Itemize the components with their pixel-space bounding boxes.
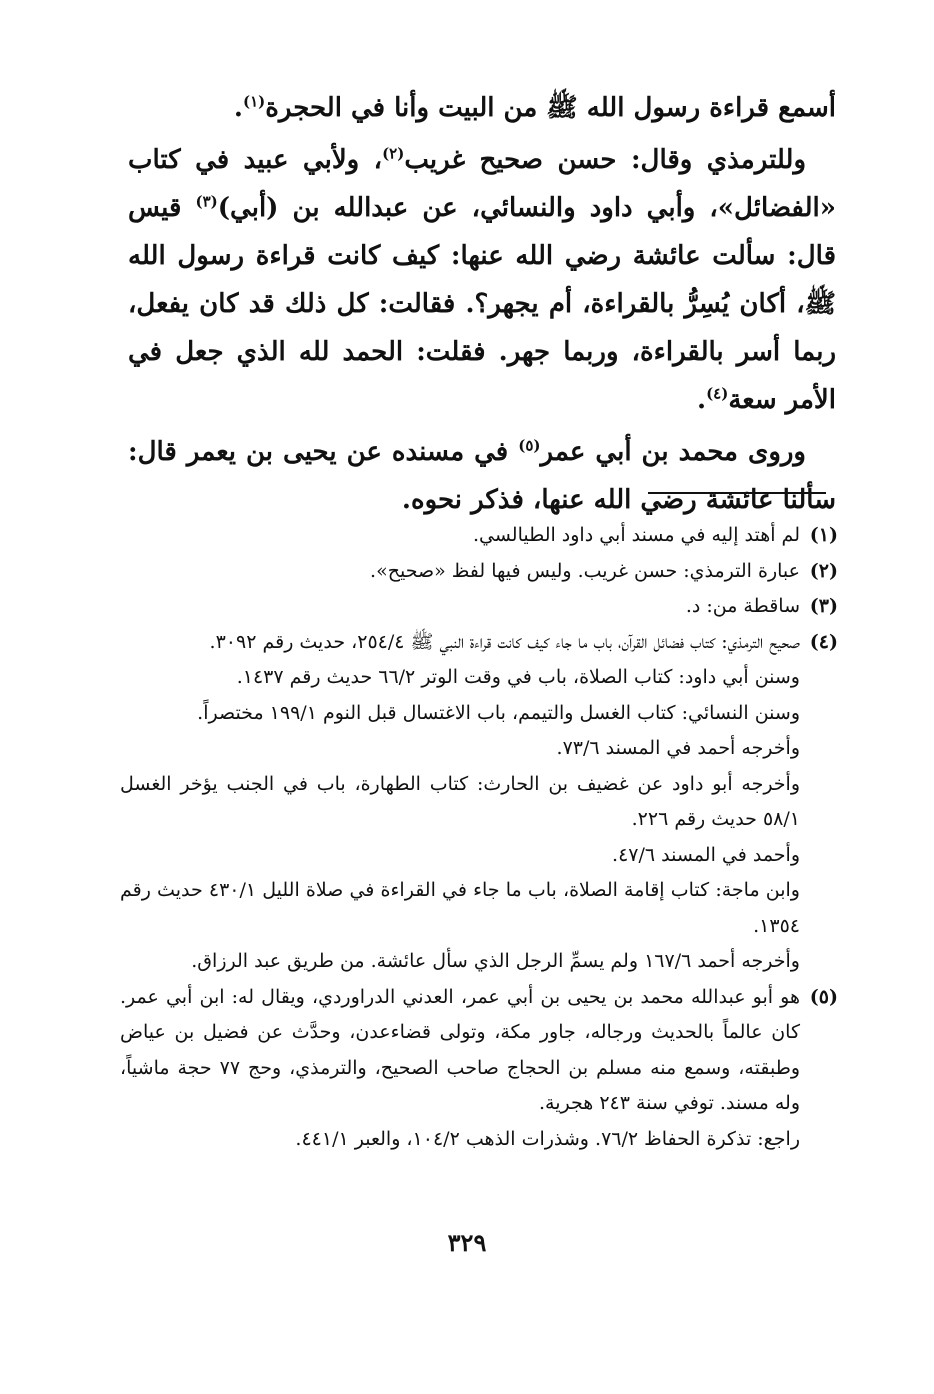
footnote-number: (٥) <box>809 985 838 1008</box>
footnote-text: عبارة الترمذي: حسن غريب. وليس فيها لفظ «صحيح». <box>370 559 800 582</box>
footnote-4-source-nasai: وسنن النسائي: كتاب الغسل والتيمم، باب الاغتسال قبل النوم ١٩٩/١ مختصراً. <box>197 701 800 724</box>
footnote-5 <box>120 980 838 1122</box>
text-span: أسمع قراءة رسول الله ﷺ من البيت وأنا في الحجرة <box>265 93 836 123</box>
main-text <box>128 84 836 524</box>
text-span: وروى محمد بن أبي عمر <box>540 437 806 467</box>
footnote-ref-2[interactable]: (٢) <box>382 144 405 163</box>
footnote-text: هو أبو عبدالله محمد بن يحيى بن أبي عمر، العدني الدراوردي، ويقال له: ابن أبي عمر. كان عالماً بالحديث ورجاله، جاور مكة، وتولى قضاءعدن، وحدَّث عن فضيل بن عياض وطبقته، وسمع منه مسلم بن الحجاج صاحب الصحيح، والترمذي، وحج ٧٧ حجة ماشياً، وله مسند. توفي سنة ٢٤٣ هجرية. <box>120 985 800 1114</box>
footnote-3 <box>120 589 838 625</box>
paragraph-2 <box>128 136 836 424</box>
footnote-number: (٣) <box>809 595 838 617</box>
text-span: . <box>697 385 707 415</box>
footnote-number: (٤) <box>809 630 838 653</box>
text-span: قيس قال: سألت عائشة رضي الله عنها: كيف كانت قراءة رسول الله ﷺ، أكان يُسِرُّ بالقراءة، أم يجهر؟. فقالت: كل ذلك قد كان يفعل، ربما أسر بالقراءة، وربما جهر. فقلت: الحمد لله الذي جعل في الأمر سعة <box>128 193 836 415</box>
footnote-4-source-ibnmajah: وابن ماجة: كتاب إقامة الصلاة، باب ما جاء في القراءة في صلاة الليل ٤٣٠/١ حديث رقم ١٣٥٤. <box>120 879 800 937</box>
footnote-2 <box>120 554 838 590</box>
footnote-4-source-ahmad: وأخرجه أحمد في المسند ٧٣/٦. <box>556 737 800 759</box>
footnote-4-source-ahmad-3: وأخرجه أحمد ١٦٧/٦ ولم يسمِّ الرجل الذي سأل عائشة. من طريق عبد الرزاق. <box>191 950 800 972</box>
footnote-5-references: راجع: تذكرة الحفاظ ٧٦/٢. وشذرات الذهب ١٠٤/٢، والعبر ٤٤١/١. <box>295 1127 800 1150</box>
footnote-number: (١) <box>809 524 838 546</box>
footnote-4-source-ahmad-2: وأحمد في المسند ٤٧/٦. <box>612 843 800 866</box>
footnote-4-source-abudawud: وسنن أبي داود: كتاب الصلاة، باب في وقت الوتر ٦٦/٢ حديث رقم ١٤٣٧. <box>236 666 800 688</box>
footnote-4-source-abudawud-ghudayf: وأخرجه أبو داود عن غضيف بن الحارث: كتاب الطهارة، باب في الجنب يؤخر الغسل ٥٨/١ حديث رقم ٢٢٦. <box>120 772 800 830</box>
text-span: . <box>233 93 243 123</box>
footnote-ref-3[interactable]: (٣) <box>195 192 218 211</box>
footnote-number: (٢) <box>809 559 838 582</box>
footnote-text: لم أهتد إليه في مسند أبي داود الطيالسي. <box>472 524 800 546</box>
footnote-separator <box>648 492 826 494</box>
footnote-4 <box>120 625 838 661</box>
footnote-ref-5[interactable]: (٥) <box>518 436 541 455</box>
footnotes <box>120 518 838 1157</box>
text-span: وللترمذي وقال: حسن صحيح غريب <box>404 145 806 175</box>
footnote-1 <box>120 518 838 554</box>
page-number: ٣٢٩ <box>447 1228 487 1257</box>
paragraph-3 <box>128 428 836 524</box>
footnote-ref-4[interactable]: (٤) <box>706 384 729 403</box>
footnote-ref-1[interactable]: (١) <box>242 92 266 111</box>
paragraph-1 <box>128 84 836 132</box>
footnote-text: ساقطة من: د. <box>685 595 800 617</box>
text-span: في مسنده عن يحيى بن يعمر قال: سألنا عائشة رضي الله عنها، فذكر نحوه. <box>128 437 836 515</box>
text-span: ، ولأبي عبيد في كتاب «الفضائل»، وأبي داود والنسائي، عن عبدالله بن (أبي) <box>128 145 836 223</box>
footnote-text: صحيح الترمذي: كتاب فضائل القرآن، باب ما جاء كيف كانت قراءة النبي ﷺ ٢٥٤/٤، حديث رقم ٣٠٩٢. <box>209 630 800 653</box>
